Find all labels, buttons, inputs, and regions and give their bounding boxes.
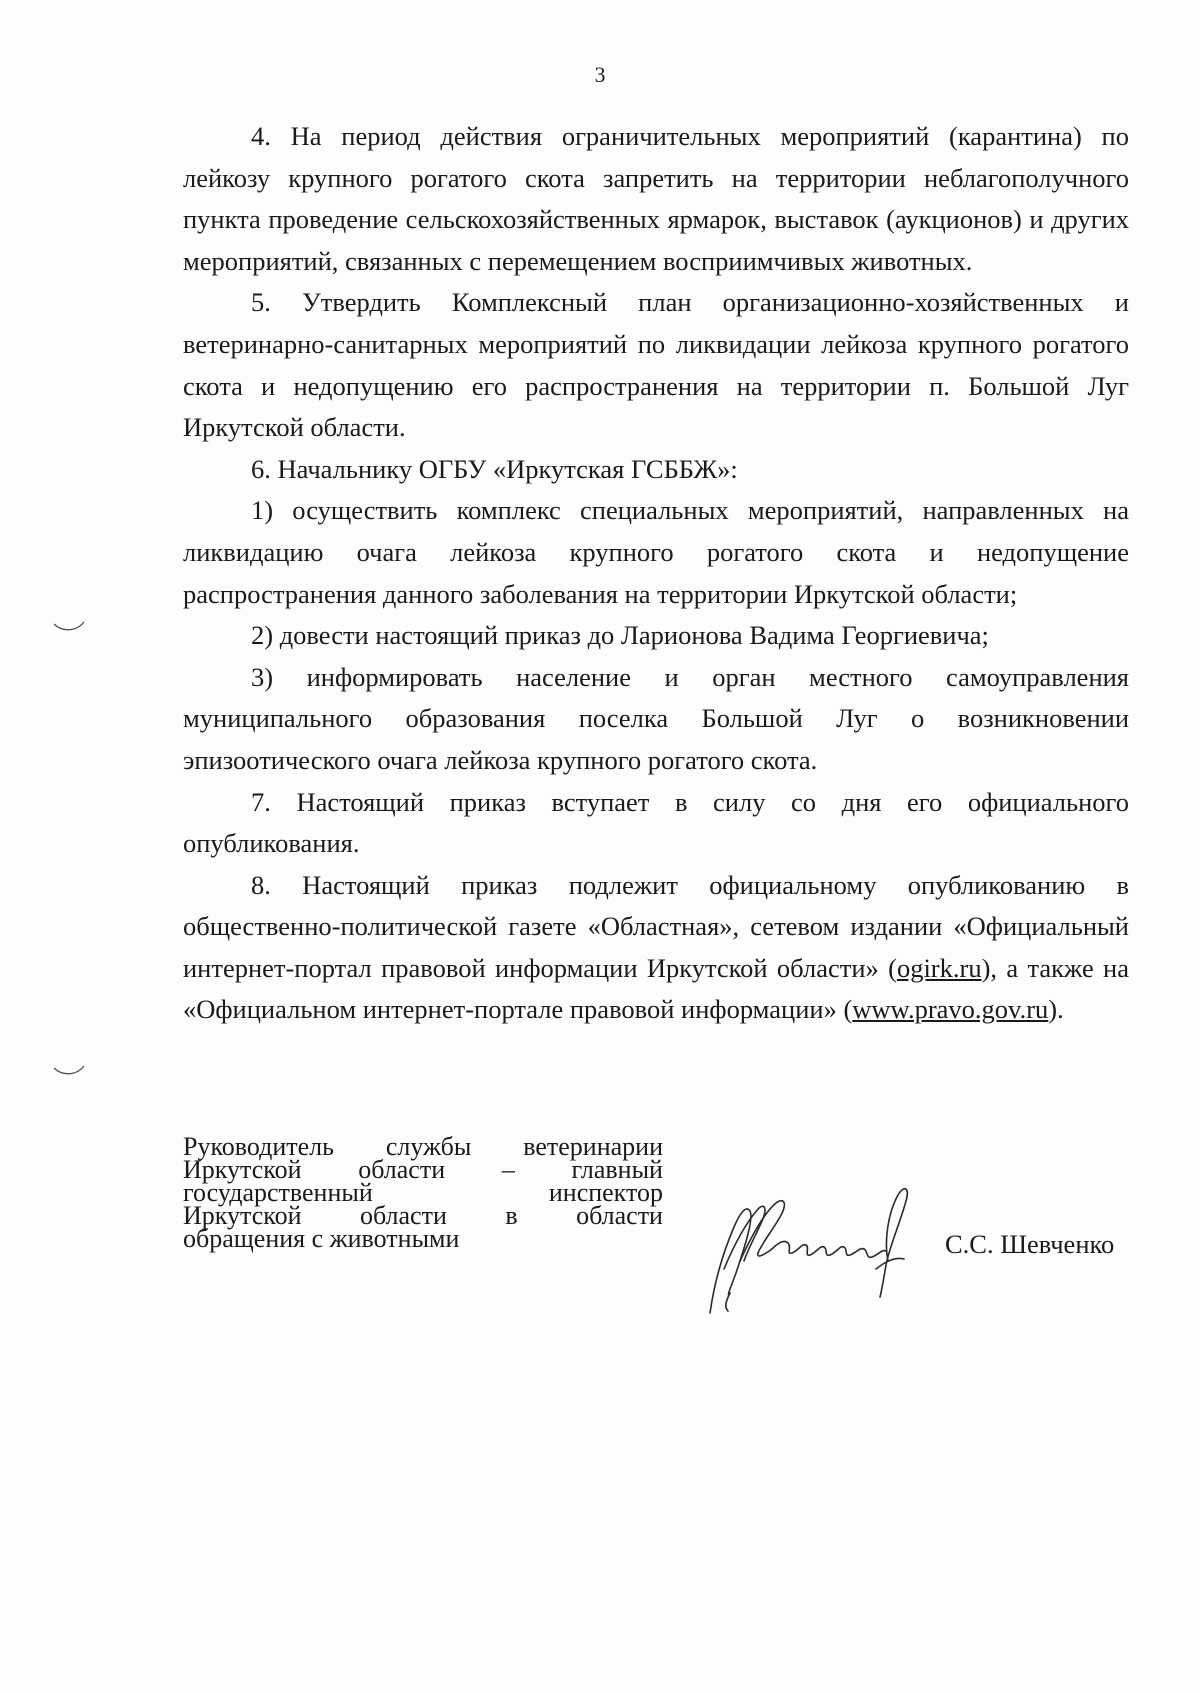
pravo-link[interactable]: www.pravo.gov.ru	[852, 994, 1049, 1025]
signatory-title-word: обращения с животными	[183, 1224, 460, 1253]
paragraph-4: 4. На период действия ограничительных мероприятий (карантина) по лейкозу крупного рогатого скота запретить на территории неблагополучного пункта проведение сельскохозяйственных ярмарок, выставок (аукционов) и других мероприятий, связанных с перемещением восприимчивых животных.	[183, 121, 1129, 276]
signatory-title-word: области	[359, 1201, 447, 1230]
signatory-title	[183, 1132, 663, 1253]
page-number: 3	[594, 62, 606, 87]
signatory-title-word: –	[501, 1155, 515, 1184]
signatory-title-word: ветеринарии	[523, 1132, 663, 1161]
paragraph-6-item-3: 3) информировать население и орган местного самоуправления муниципального образования поселка Большой Луг о возникновении эпизоотического очага лейкоза крупного рогатого скота.	[183, 661, 1129, 775]
signatory-title-word: в	[505, 1201, 518, 1230]
paragraph-8	[183, 865, 1129, 1031]
signatory-title-word: Иркутской	[183, 1155, 302, 1184]
scan-artifact-mark	[52, 1064, 86, 1078]
paragraph-8-text-middle: ), а также на «Официальном интернет-портале правовой информации» (	[183, 952, 1130, 1025]
document-body	[183, 116, 1129, 1031]
signatory-title-word: службы	[385, 1132, 472, 1161]
signatory-title-word: государственный	[183, 1178, 373, 1207]
signer-name: С.С. Шевченко	[945, 1229, 1115, 1259]
signatory-title-word: Иркутской	[183, 1201, 302, 1230]
signatory-title-word: инспектор	[548, 1178, 663, 1207]
paragraph-7: 7. Настоящий приказ вступает в силу со дня его официального опубликования.	[183, 786, 1129, 859]
paragraph-6-item-1: 1) осуществить комплекс специальных мероприятий, направленных на ликвидацию очага лейкоза крупного рогатого скота и недопущение распространения данного заболевания на территории Иркутской области;	[183, 495, 1129, 609]
signatory-title-word: Руководитель	[183, 1132, 334, 1161]
signatory-title-word: области	[358, 1155, 446, 1184]
signatory-title-line-5	[183, 1224, 663, 1253]
paragraph-8-text-end: ).	[1048, 994, 1064, 1025]
ogirk-link[interactable]: ogirk.ru	[896, 952, 982, 983]
paragraph-5: 5. Утвердить Комплексный план организационно-хозяйственных и ветеринарно-санитарных мероприятий по ликвидации лейкоза крупного рогатого скота и недопущению его распространения на территории п. Большой Луг Иркутской области.	[183, 287, 1129, 443]
signatory-title-word: области	[576, 1201, 663, 1230]
paragraph-6: 6. Начальнику ОГБУ «Иркутская ГСББЖ»:	[251, 453, 738, 484]
scan-artifact-mark	[52, 620, 86, 634]
paragraph-8-text-start: 8. Настоящий приказ подлежит официальному опубликованию в общественно-политической газете «Областная», сетевом издании «Официальный интернет-портал правовой информации Иркутской области» (	[183, 869, 1129, 983]
signatory-title-word: главный	[571, 1155, 663, 1184]
handwritten-signature	[700, 1165, 920, 1320]
paragraph-6-item-2: 2) довести настоящий приказ до Ларионова Вадима Георгиевича;	[251, 620, 989, 651]
